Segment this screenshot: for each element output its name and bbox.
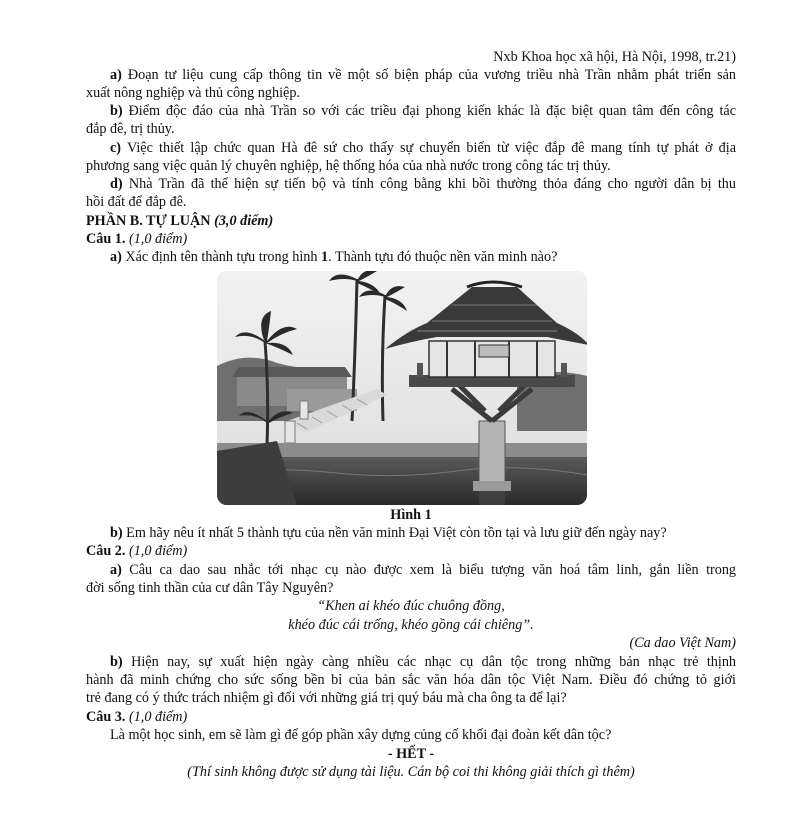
statement-d-line1 (110, 176, 736, 193)
statement-d-line2: hồi đất để đắp đê. (86, 194, 187, 210)
q2-part-a-line1 (110, 562, 736, 579)
q1-b-letter: b) (110, 525, 123, 541)
q1-a-letter: a) (110, 249, 122, 265)
statement-b-line2: đắp đê, trị thủy. (86, 121, 175, 137)
part-b-heading (86, 213, 736, 230)
q3-text: Là một học sinh, em sẽ làm gì để góp phần xây dựng củng cố khối đại đoàn kết dân tộc? (110, 727, 612, 743)
statement-a-line1 (110, 67, 736, 84)
footer-note: (Thí sinh không được sử dụng tài liệu. Cán bộ coi thi không giải thích gì thêm) (187, 764, 635, 780)
statement-c-text: Việc thiết lập chức quan Hà đê sứ cho thấy sự chuyển biến từ việc đắp đê mang tính tự phát ở địa (126, 140, 737, 156)
statement-b-letter: b) (110, 103, 123, 119)
folk-poem-line1: “Khen ai khéo đúc chuông đồng, (317, 598, 505, 614)
q3-label: Câu 3. (86, 709, 126, 725)
q2-heading (86, 543, 736, 560)
folk-poem-line2: khéo đúc cái trống, khéo gồng cái chiêng”. (288, 617, 534, 633)
q2-points: (1,0 điểm) (128, 543, 188, 559)
statement-a-line2: xuất nông nghiệp và thủ công nghiệp. (86, 85, 300, 101)
q1-label: Câu 1. (86, 231, 126, 247)
q2-part-b-line3: trẻ đang có ý thức trách nhiệm gì đối với những giá trị quý báu mà cha ông ta để lại? (86, 690, 567, 706)
q3-points: (1,0 điểm) (128, 709, 188, 725)
q1-a-figure-number: 1 (321, 249, 329, 265)
q1-a-text: Xác định tên thành tựu trong hình (125, 249, 318, 265)
statement-c-line2: phương sang việc quản lý chuyên nghiệp, hệ thống hóa của nhà nước trong công tác trị thủy. (86, 158, 611, 174)
q1-heading (86, 231, 736, 248)
q2-b-letter: b) (110, 654, 123, 670)
poem-source: (Ca dao Việt Nam) (629, 635, 736, 651)
q2-part-b-line1 (110, 654, 736, 671)
q2-label: Câu 2. (86, 543, 126, 559)
figure-caption: Hình 1 (390, 507, 432, 523)
q2-a-letter: a) (110, 562, 122, 578)
q1-part-b (110, 525, 760, 542)
statement-a-letter: a) (110, 67, 122, 83)
statement-a-text: Đoạn tư liệu cung cấp thông tin về một số biện pháp của vương triều nhà Trần nhằm phát triển sản (127, 67, 737, 83)
q2-part-a-line2: đời sống tinh thần của cư dân Tây Nguyên? (86, 580, 334, 596)
statement-b-line1 (110, 103, 736, 120)
statement-b-text: Điểm độc đáo của nhà Trần so với các triều đại phong kiến khác là đặc biệt quan tâm đến công tác (128, 103, 737, 119)
statement-d-letter: d) (110, 176, 123, 192)
part-b-title: PHẦN B. TỰ LUẬN (86, 213, 211, 229)
statement-c-line1 (110, 140, 736, 157)
statement-d-text: Nhà Trần đã thể hiện sự tiến bộ và tính công bằng khi bồi thường thỏa đáng cho người dân bị thu (128, 176, 736, 192)
q1-points: (1,0 điểm) (128, 231, 188, 247)
statement-c-letter: c) (110, 140, 122, 156)
q3-heading (86, 709, 736, 726)
q2-a-text: Câu ca dao sau nhắc tới nhạc cụ nào được xem là biểu tượng văn hoá tâm linh, gắn liền trong (129, 562, 737, 578)
one-pillar-pagoda-photo (217, 271, 587, 505)
end-mark: - HẾT - (387, 746, 435, 762)
q2-b-text: Hiện nay, sự xuất hiện ngày càng nhiều các nhạc cụ dân tộc trong những bản nhạc trẻ thịnh (131, 654, 737, 670)
q2-part-b-line2: hành đã minh chứng cho sức sống bền bỉ của bản sắc văn hóa dân tộc Việt Nam. Điều đó chứng tỏ giới (86, 672, 736, 688)
q1-a-text-2: . Thành tựu đó thuộc nền văn minh nào? (328, 249, 558, 265)
q1-b-text: Em hãy nêu ít nhất 5 thành tựu của nền văn minh Đại Việt còn tồn tại và lưu giữ đến ngày nay? (126, 525, 667, 541)
q1-part-a (110, 249, 760, 266)
part-b-points: (3,0 điểm) (214, 213, 274, 229)
source-citation: Nxb Khoa học xã hội, Hà Nội, 1998, tr.21) (493, 49, 736, 65)
